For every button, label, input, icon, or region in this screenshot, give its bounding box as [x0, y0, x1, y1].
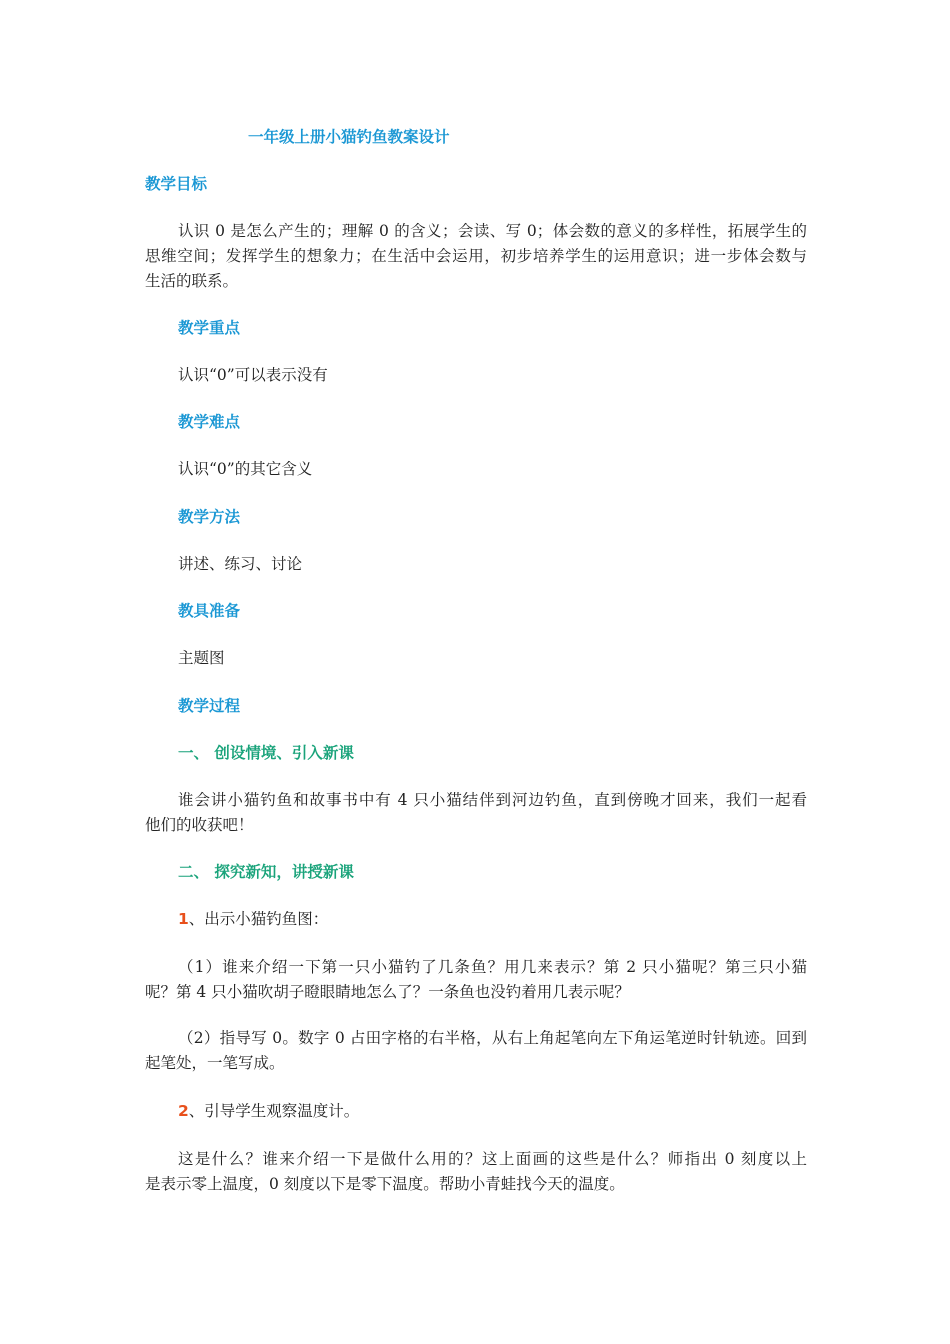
- item2-text: 、引导学生观察温度计。: [188, 1102, 360, 1120]
- section-heading-key: 教学重点: [178, 319, 241, 337]
- item1-text: 、出示小猫钓鱼图：: [188, 910, 329, 928]
- section-heading-process: 教学过程: [178, 697, 241, 715]
- section-heading-method: 教学方法: [178, 508, 241, 526]
- key-text: 认识“0”可以表示没有: [178, 366, 328, 384]
- item1-number: 1: [178, 910, 189, 928]
- step1-line-2: 他们的收获吧！: [145, 816, 254, 834]
- section-heading-difficulty: 教学难点: [178, 413, 241, 431]
- section-heading-tools: 教具准备: [178, 602, 241, 620]
- item1-sub1-line-2: 呢？第 4 只小猫吹胡子瞪眼睛地怎么了？一条鱼也没钓着用几表示呢？: [145, 983, 630, 1001]
- item1-sub2-line-2: 起笔处，一笔写成。: [145, 1054, 285, 1072]
- step1-heading: 一、 创设情境、引入新课: [178, 744, 354, 762]
- step2-heading: 二、 探究新知，讲授新课: [178, 863, 354, 881]
- goal-line-2: 思维空间；发挥学生的想象力；在生活中会运用，初步培养学生的运用意识；进一步体会数与: [145, 247, 807, 265]
- item2-heading: [178, 1099, 359, 1123]
- tools-text: 主题图: [178, 649, 225, 667]
- difficulty-text: 认识“0”的其它含义: [178, 460, 313, 478]
- item1-sub1-line-1: （1）谁来介绍一下第一只小猫钓了几条鱼？用几来表示？第 2 只小猫呢？第三只小猫: [178, 958, 807, 976]
- item1-sub2-line-1: （2）指导写 0。数字 0 占田字格的右半格，从右上角起笔向左下角运笔逆时针轨迹。回到: [178, 1029, 807, 1047]
- goal-line-1: 认识 0 是怎么产生的；理解 0 的含义；会读、写 0；体会数的意义的多样性，拓展学生的: [178, 222, 807, 240]
- item2-number: 2: [178, 1102, 189, 1120]
- step1-line-1: 谁会讲小猫钓鱼和故事书中有 4 只小猫结伴到河边钓鱼，直到傍晚才回来，我们一起看: [178, 791, 807, 809]
- item1-heading: [178, 907, 328, 931]
- item2-line-2: 是表示零上温度，0 刻度以下是零下温度。帮助小青蛙找今天的温度。: [145, 1175, 625, 1193]
- goal-line-3: 生活的联系。: [145, 272, 239, 290]
- document-title: 一年级上册小猫钓鱼教案设计: [248, 128, 450, 146]
- item2-line-1: 这是什么？谁来介绍一下是做什么用的？这上面画的这些是什么？师指出 0 刻度以上: [178, 1150, 807, 1168]
- section-heading-goal: 教学目标: [145, 175, 208, 193]
- method-text: 讲述、练习、讨论: [178, 555, 303, 573]
